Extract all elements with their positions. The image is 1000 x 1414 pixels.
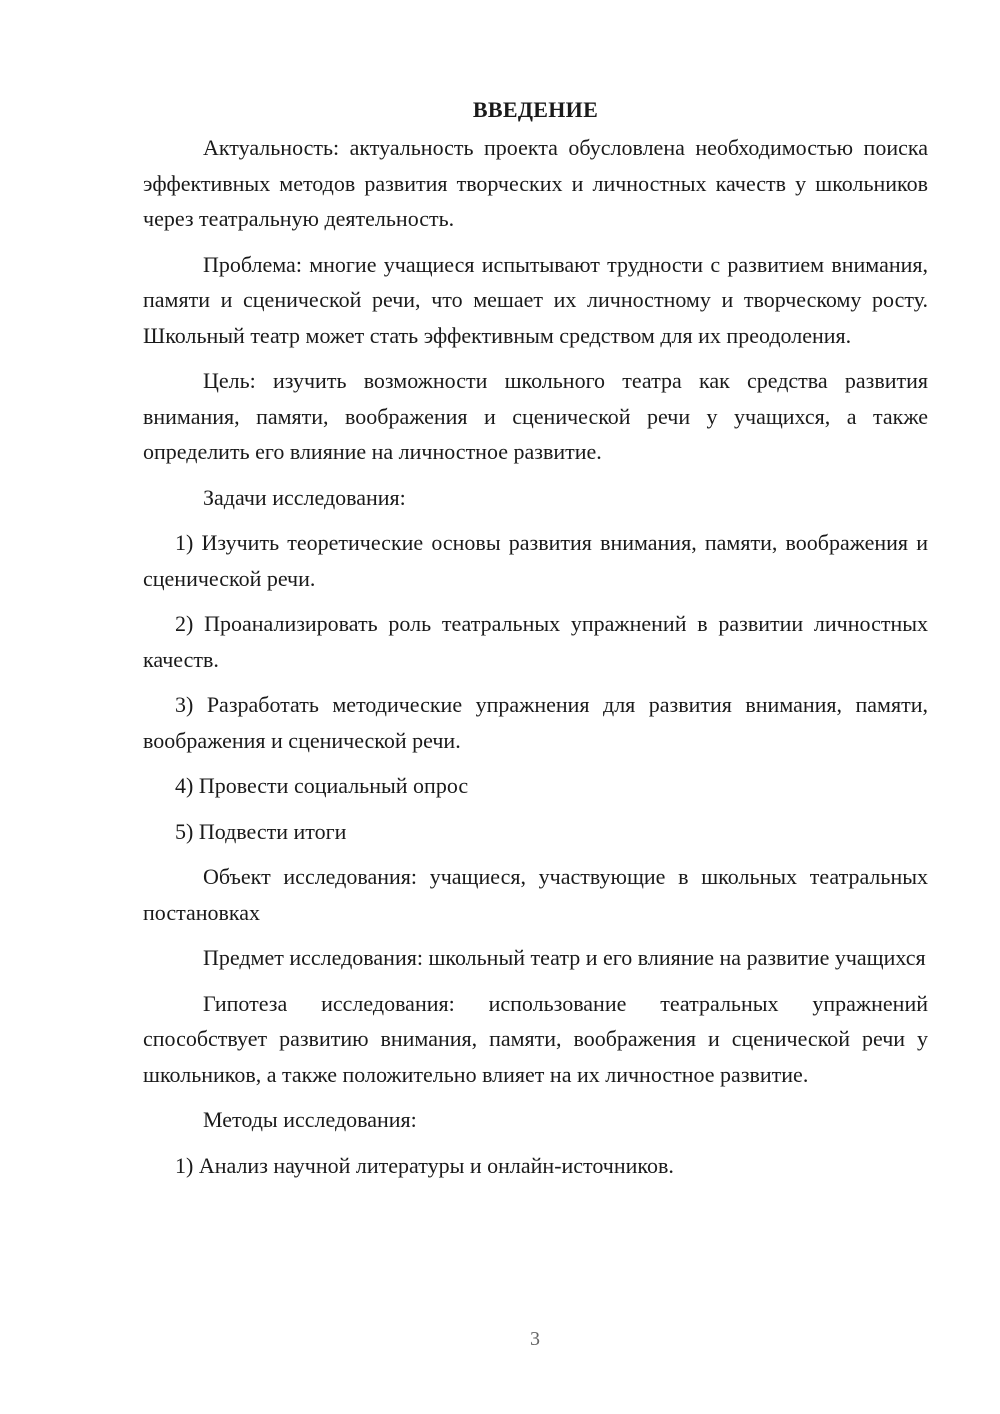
object-paragraph: Объект исследования: учащиеся, участвующие в школьных театральных постановках <box>143 864 928 925</box>
method-item-1: 1) Анализ научной литературы и онлайн-источников. <box>175 1152 674 1178</box>
document-page <box>143 90 928 1193</box>
page-title: ВВЕДЕНИЕ <box>472 97 599 122</box>
subject-paragraph: Предмет исследования: школьный театр и его влияние на развитие учащихся <box>203 945 926 970</box>
goal-paragraph: Цель: изучить возможности школьного театра как средства развития внимания, памяти, воображения и сценической речи у учащихся, а также определить его влияние на личностное развитие. <box>143 368 928 464</box>
task-item-4: 4) Провести социальный опрос <box>175 773 469 798</box>
task-item-3: 3) Разработать методические упражнения для развития внимания, памяти, воображения и сценической речи. <box>143 692 928 753</box>
tasks-intro: Задачи исследования: <box>203 484 406 510</box>
methods-intro: Методы исследования: <box>203 1107 417 1132</box>
task-item-5: 5) Подвести итоги <box>175 818 347 844</box>
relevance-paragraph: Актуальность: актуальность проекта обусловлена необходимостью поиска эффективных методов развития творческих и личностных качеств у школьников через театральную деятельность. <box>143 135 928 231</box>
task-item-2: 2) Проанализировать роль театральных упражнений в развитии личностных качеств. <box>143 611 928 672</box>
hypothesis-paragraph: Гипотеза исследования: использование театральных упражнений способствует развитию внимания, памяти, воображения и сценической речи у школьников, а также положительно влияет на их личностное развитие. <box>143 990 928 1087</box>
task-item-1: 1) Изучить теоретические основы развития внимания, памяти, воображения и сценической речи. <box>143 530 928 591</box>
page-number: 3 <box>530 1328 540 1350</box>
problem-paragraph: Проблема: многие учащиеся испытывают трудности с развитием внимания, памяти и сценической речи, что мешает их личностному и творческому росту. Школьный театр может стать эффективным средством для их преодоления. <box>143 251 928 348</box>
